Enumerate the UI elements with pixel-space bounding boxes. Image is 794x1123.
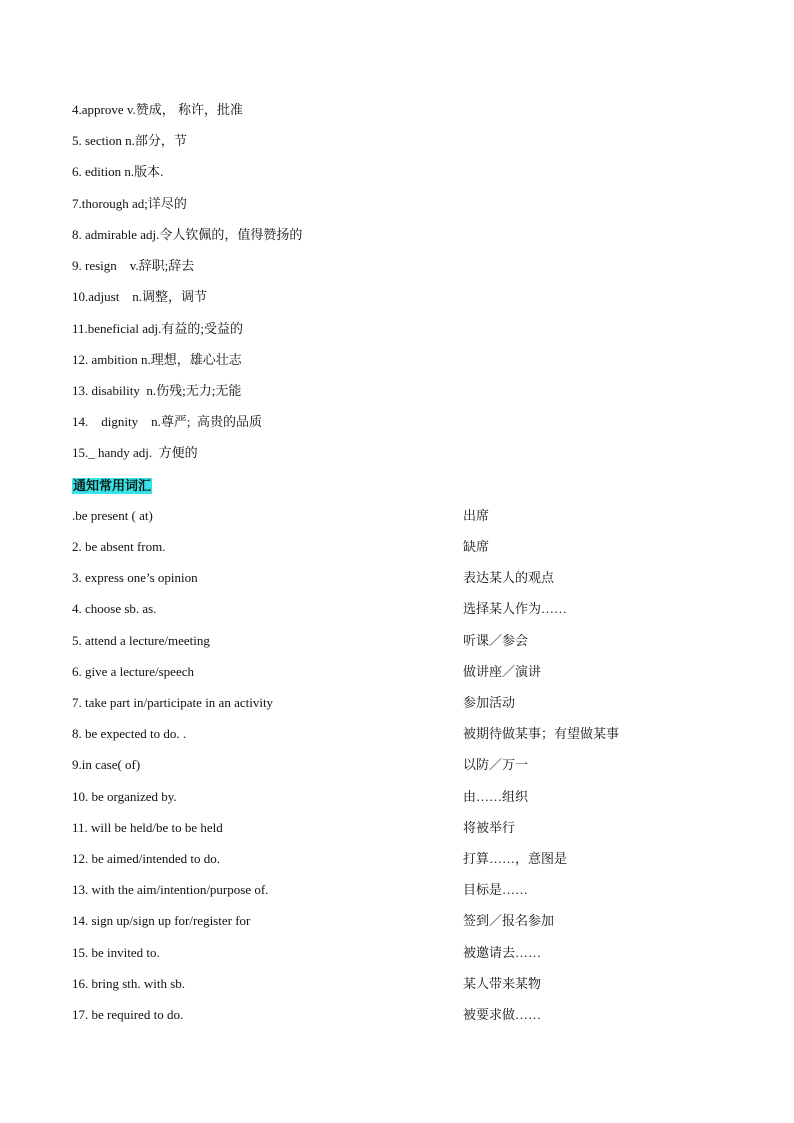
phrase-english: 2. be absent from.: [72, 539, 166, 554]
phrase-chinese: 打算……，意图是: [463, 851, 568, 866]
phrase-english: 7. take part in/participate in an activity: [72, 695, 274, 710]
phrase-row: [0, 726, 794, 742]
phrase-row: [0, 913, 794, 929]
phrase-row: [0, 976, 794, 992]
phrase-row: [0, 789, 794, 805]
phrase-chinese: 由……组织: [463, 789, 529, 804]
phrase-row: [0, 1007, 794, 1023]
vocab-item: 8. admirable adj.令人钦佩的，值得赞扬的: [72, 227, 303, 242]
phrase-chinese: 表达某人的观点: [463, 570, 555, 585]
phrase-chinese: 缺席: [463, 539, 490, 554]
vocab-item: 12. ambition n.理想，雄心壮志: [72, 352, 242, 367]
section-heading: 通知常用词汇: [73, 478, 152, 493]
phrase-chinese: 听课／参会: [463, 633, 529, 648]
phrase-chinese: 签到／报名参加: [463, 913, 555, 928]
phrase-english: 13. with the aim/intention/purpose of.: [72, 882, 269, 897]
phrase-row: [0, 570, 794, 586]
phrase-row: [0, 633, 794, 649]
vocab-item: 14. dignity n.尊严; 高贵的品质: [72, 414, 262, 429]
phrase-english: 14. sign up/sign up for/register for: [72, 913, 251, 928]
phrase-english: 6. give a lecture/speech: [72, 664, 194, 679]
phrase-chinese: 目标是……: [463, 882, 529, 897]
phrase-chinese: 出席: [463, 508, 490, 523]
phrase-chinese: 以防／万一: [463, 757, 529, 772]
vocab-item: 13. disability n.伤残;无力;无能: [72, 383, 242, 398]
phrase-chinese: 被邀请去……: [463, 945, 542, 960]
phrase-chinese: 参加活动: [463, 695, 516, 710]
phrase-row: [0, 757, 794, 773]
phrase-english: 15. be invited to.: [72, 945, 160, 960]
phrase-english: 8. be expected to do. .: [72, 726, 187, 741]
phrase-english: 9.in case( of): [72, 757, 141, 772]
phrase-english: 12. be aimed/intended to do.: [72, 851, 221, 866]
vocab-item: 15._ handy adj. 方便的: [72, 445, 198, 460]
phrase-row: [0, 820, 794, 836]
vocab-item: 5. section n.部分，节: [72, 133, 187, 148]
phrase-english: 10. be organized by.: [72, 789, 177, 804]
phrase-row: [0, 508, 794, 524]
phrase-english: 11. will be held/be to be held: [72, 820, 223, 835]
phrase-chinese: 被要求做……: [463, 1007, 542, 1022]
phrase-english: 4. choose sb. as.: [72, 601, 157, 616]
vocab-item: 10.adjust n.调整，调节: [72, 289, 208, 304]
phrase-chinese: 做讲座／演讲: [463, 664, 542, 679]
phrase-row: [0, 695, 794, 711]
phrase-row: [0, 601, 794, 617]
vocab-item: 4.approve v.赞成， 称许，批准: [72, 102, 244, 117]
phrase-row: [0, 851, 794, 867]
phrase-chinese: 某人带来某物: [463, 976, 542, 991]
vocab-item: 9. resign v.辞职;辞去: [72, 258, 195, 273]
phrase-chinese: 将被举行: [463, 820, 516, 835]
vocab-item: 7.thorough ad;详尽的: [72, 196, 187, 211]
phrase-row: [0, 664, 794, 680]
phrase-row: [0, 539, 794, 555]
phrase-english: 5. attend a lecture/meeting: [72, 633, 210, 648]
phrase-english: 17. be required to do.: [72, 1007, 184, 1022]
phrase-english: 16. bring sth. with sb.: [72, 976, 186, 991]
vocab-item: 11.beneficial adj.有益的;受益的: [72, 321, 244, 336]
phrase-chinese: 被期待做某事；有望做某事: [463, 726, 620, 741]
vocab-item: 6. edition n.版本.: [72, 164, 164, 179]
phrase-row: [0, 882, 794, 898]
phrase-row: [0, 945, 794, 961]
phrase-english: .be present ( at): [72, 508, 153, 523]
phrase-chinese: 选择某人作为……: [463, 601, 568, 616]
phrase-english: 3. express one’s opinion: [72, 570, 198, 585]
